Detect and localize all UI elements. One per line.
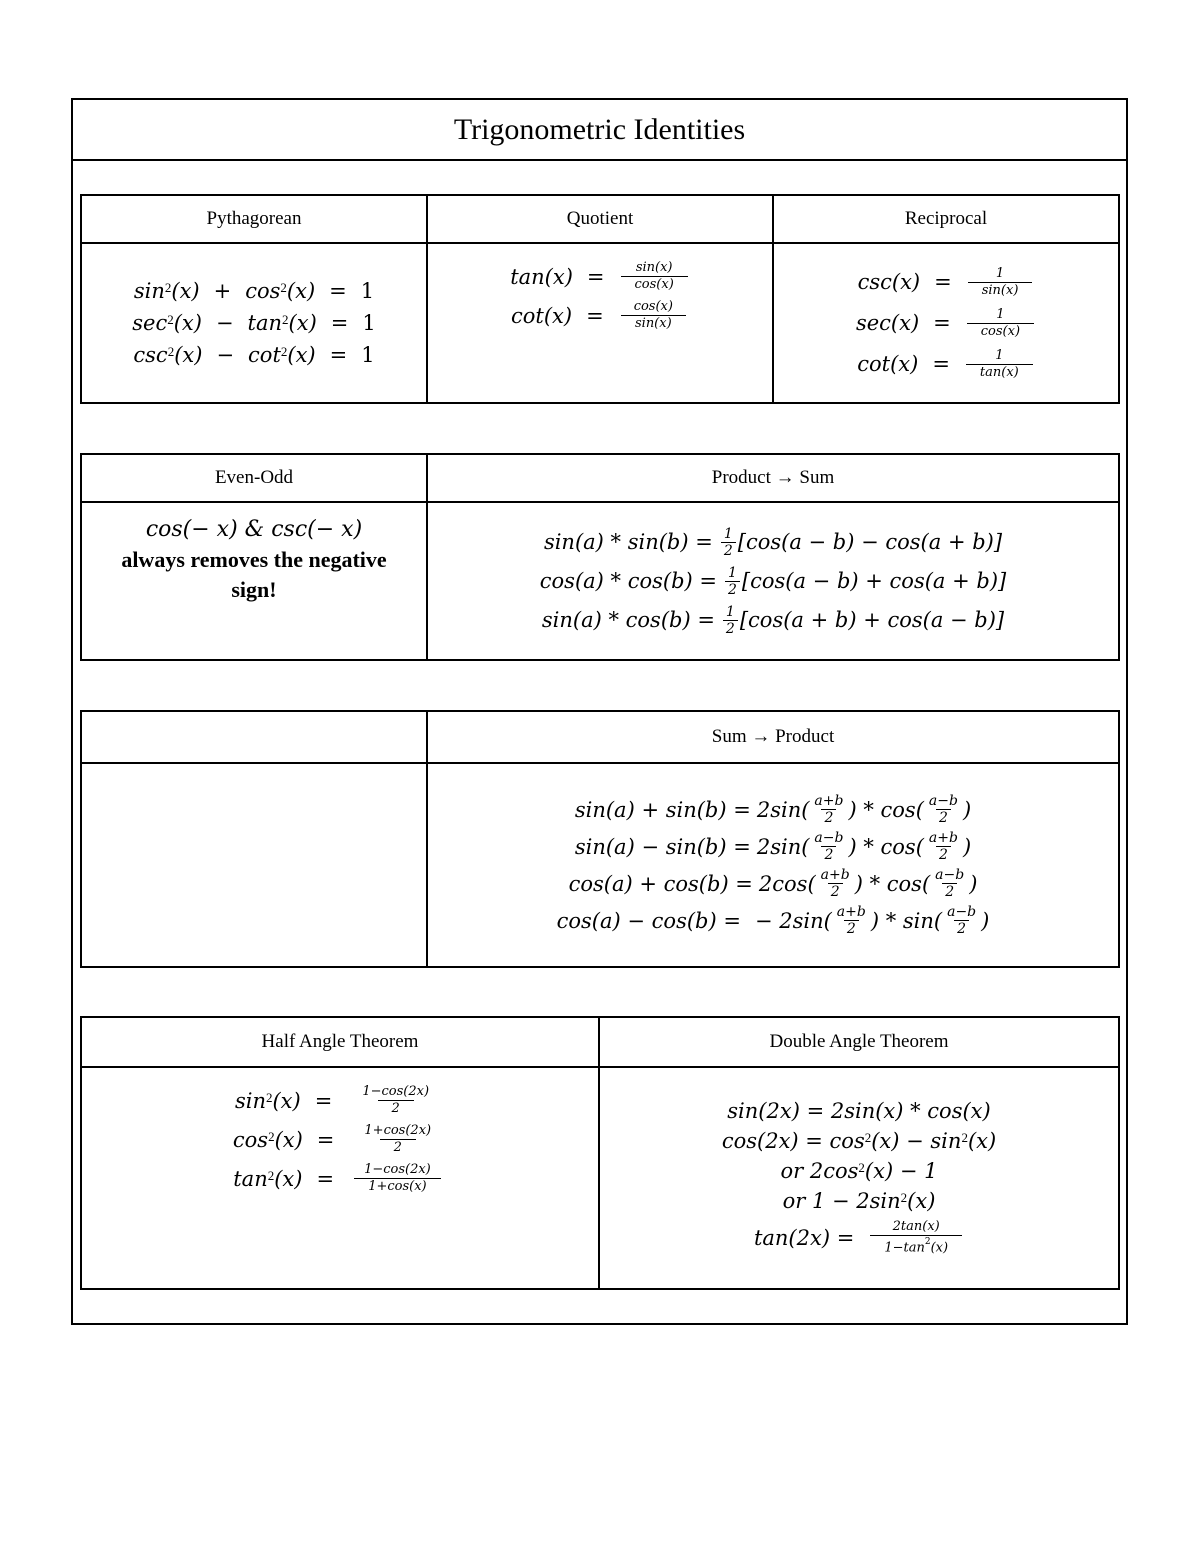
page-title: Trigonometric Identities (453, 112, 746, 146)
sum-product-cell (427, 763, 1119, 967)
empty-cell (81, 763, 427, 967)
evenodd-note: always removes the negative sign! (121, 547, 387, 602)
section-sum-product (80, 710, 1120, 968)
pythagorean-cell (81, 243, 427, 403)
header-reciprocal: Reciprocal (773, 195, 1119, 243)
sum-product-row: cos(a) + cos(b) = 2cos( $\frac{a+b}{2}$ ) * cos( $\frac{a-b}{2}$ ) (568, 867, 978, 900)
reciprocal-row: sec(x) = $\frac{1}{\cos(x)}$ (856, 307, 1036, 340)
sum-product-row: sin(a) − sin(b) = 2sin( $\frac{a-b}{2}$ ) * cos( $\frac{a+b}{2}$ ) (574, 830, 972, 863)
product-sum-cell (427, 502, 1119, 660)
sum-product-row: cos(a) − cos(b) = − 2sin( $\frac{a+b}{2}$ ) * sin( $\frac{a-b}{2}$ ) (556, 904, 990, 937)
product-sum-row: sin(a) * cos(b) = $\frac{1}{2}$ [cos(a + b) + cos(a − b)] (541, 603, 1005, 637)
section-pythagorean-quotient-reciprocal (80, 194, 1120, 404)
header-quotient: Quotient (427, 195, 773, 243)
quotient-row: tan(x) = $\frac{\sin(x)}{\cos(x)}$ (510, 260, 690, 293)
header-even-odd: Even-Odd (81, 454, 427, 502)
pythagorean-row: sin $^2$ (x) + cos $^2$ (x) = 1 (133, 279, 375, 303)
pythagorean-row: csc $^2$ (x) − cot $^2$ (x) = 1 (133, 343, 375, 367)
evenodd-expression: cos(− x) & csc(− x) (145, 517, 363, 542)
header-half-angle: Half Angle Theorem (81, 1017, 599, 1067)
quotient-row: cot(x) = $\frac{\cos(x)}{\sin(x)}$ (511, 299, 689, 332)
double-angle-row: or 1 − 2sin $^2$ (x) (782, 1189, 936, 1214)
header-pythagorean: Pythagorean (81, 195, 427, 243)
half-angle-row: tan $^2$ (x) = $\frac{1-\cos(2x)}{1+\cos(x)}$ (233, 1162, 447, 1195)
double-angle-cell (599, 1067, 1119, 1289)
quotient-cell (427, 243, 773, 403)
section-evenodd-product-sum (80, 453, 1120, 661)
half-angle-row: cos $^2$ (x) = $\frac{1+\cos(2x)}{2}$ (232, 1123, 432, 1155)
product-sum-row: cos(a) * cos(b) = $\frac{1}{2}$ [cos(a − b) + cos(a + b)] (539, 564, 1007, 598)
sum-product-row: sin(a) + sin(b) = 2sin( $\frac{a+b}{2}$ ) * cos( $\frac{a-b}{2}$ ) (574, 793, 972, 826)
evenodd-cell (81, 502, 427, 660)
header-sum-product: Sum → Product (427, 711, 1119, 763)
header-product-sum: Product → Sum (427, 454, 1119, 502)
section-half-double-angle (80, 1016, 1120, 1290)
header-double-angle: Double Angle Theorem (599, 1017, 1119, 1067)
header-empty (81, 711, 427, 763)
pythagorean-row: sec $^2$ (x) − tan $^2$ (x) = 1 (132, 311, 376, 335)
product-sum-row: sin(a) * sin(b) = $\frac{1}{2}$ [cos(a − b) − cos(a + b)] (543, 525, 1003, 559)
reciprocal-row: cot(x) = $\frac{1}{\tan(x)}$ (857, 348, 1035, 381)
double-angle-row: sin(2x) = 2sin(x) * cos(x) (727, 1099, 991, 1124)
half-angle-row: sin $^2$ (x) = $\frac{1-\cos(2x)}{2}$ (234, 1084, 430, 1116)
title-bar (73, 100, 1126, 161)
double-angle-row: or 2cos $^2$ (x) − 1 (780, 1159, 938, 1184)
reciprocal-row: csc(x) = $\frac{1}{\sin(x)}$ (858, 266, 1035, 299)
double-angle-row: cos(2x) = cos $^2$ (x) − sin $^2$ (x) (721, 1129, 997, 1154)
half-angle-cell (81, 1067, 599, 1289)
reciprocal-cell (773, 243, 1119, 403)
double-angle-row: tan(2x) = $\frac{2\tan(x)}{1-\tan^2(x)}$ (754, 1219, 964, 1256)
